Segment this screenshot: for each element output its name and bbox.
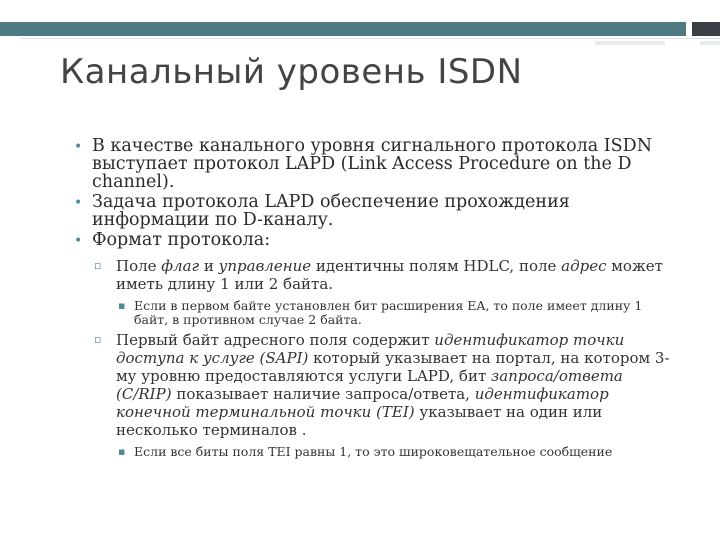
bullet-dot-icon: • [74,233,83,249]
accent-bar [0,22,686,36]
top-decoration-bar [0,22,720,36]
detail-item [116,299,674,327]
small-bullet-icon: ▪ [118,445,126,458]
small-bullet-icon: ▪ [118,299,126,312]
sub-bullet-text: Первый байт адресного поля содержит идентификатор точки доступа к услуге (SAPI) который указывает на портал, на котором 3-му уровню предоставляются услуги LAPD, бит запроса/ответа (C/RIP) показывает наличие запроса/ответа, идентификатор конечной терминальной точки (TEI) указывает на один или несколько терминалов . [116,331,670,439]
bullet-list [74,137,674,459]
bullet-item [74,193,674,229]
bullet-dot-icon: • [74,195,83,211]
square-bullet-icon: ▫ [94,259,102,272]
dark-bar-segment [692,22,720,36]
bullet-text: Формат протокола: [92,230,271,250]
detail-text: Если в первом байте установлен бит расширения EA, то поле имеет длину 1 байт, в противном случае 2 байта. [134,298,643,327]
sub-bullet-text: Поле флаг и управление идентичны полям HDLC, поле адрес может иметь длину 1 или 2 байта. [116,257,663,293]
bullet-dot-icon: • [74,139,83,155]
sub-bullet-item [92,257,674,327]
sub-bullet-item [92,331,674,459]
detail-list [116,445,674,459]
bullet-text: Задача протокола LAPD обеспечение прохождения информации по D-каналу. [92,192,570,230]
bullet-item [74,137,674,191]
bullet-text: В качестве канального уровня сигнального протокола ISDN выступает протокол LAPD (Link Access Procedure on the D channel). [92,136,652,192]
slide-title: Канальный уровень ISDN [60,52,523,92]
divider-line [20,38,720,39]
detail-list [116,299,674,327]
square-bullet-icon: ▫ [94,333,102,346]
decorative-strip [700,41,720,45]
slide-content [74,137,674,463]
detail-text: Если все биты поля TEI равны 1, то это широковещательное сообщение [134,444,613,459]
bullet-item [74,231,674,459]
sub-bullet-list [92,257,674,459]
decorative-strip [595,41,665,45]
detail-item [116,445,674,459]
